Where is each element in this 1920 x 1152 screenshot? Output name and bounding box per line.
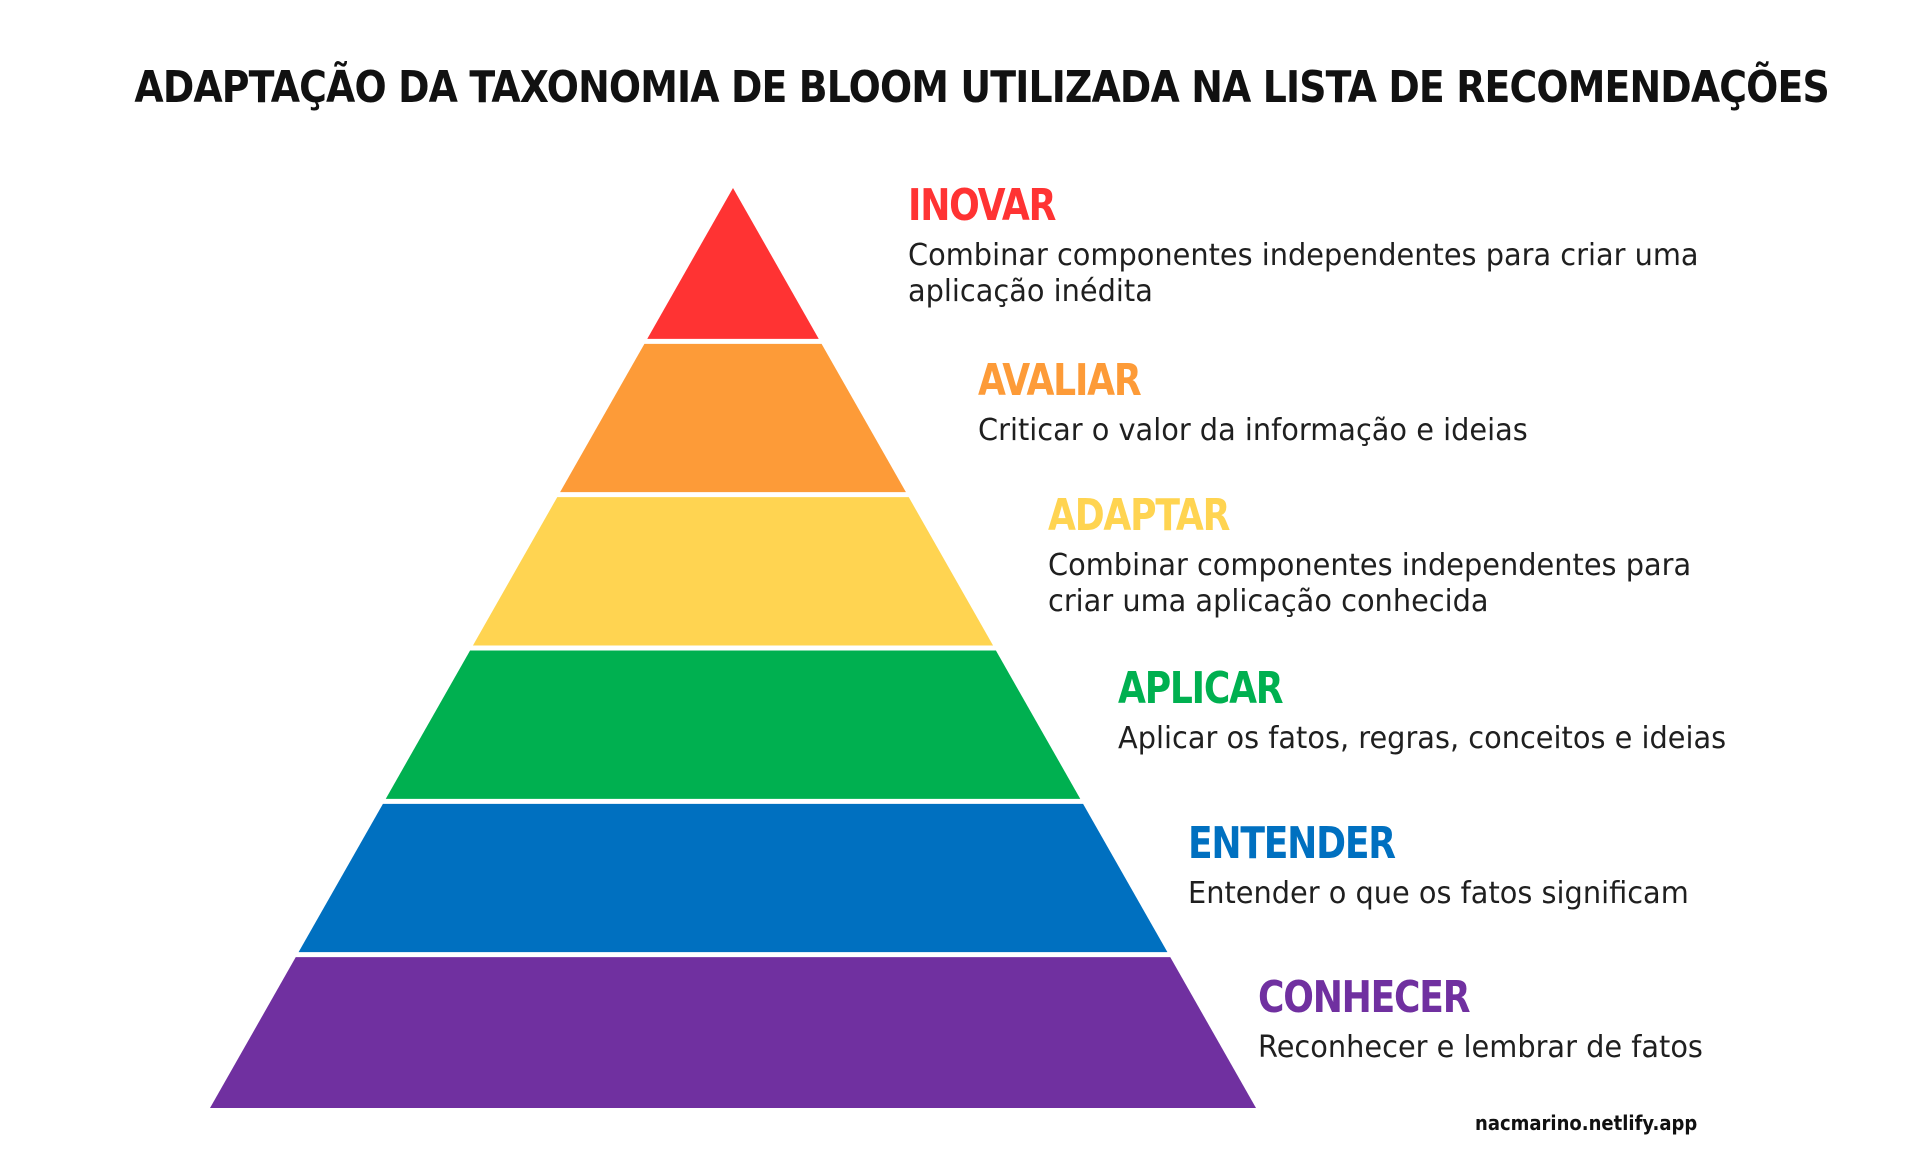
level-entender (1188, 818, 1710, 912)
pyramid-tier-avaliar (560, 344, 906, 492)
level-aplicar (1118, 663, 1751, 757)
level-name: AVALIAR (978, 355, 1141, 406)
level-description: Combinar componentes independentes para criar uma aplicação inédita (908, 238, 1699, 309)
level-description: Combinar componentes independentes para criar uma aplicação conhecida (1048, 548, 1692, 619)
level-inovar (908, 180, 1732, 310)
level-name: ENTENDER (1188, 818, 1395, 869)
level-name: ADAPTAR (1048, 490, 1230, 541)
pyramid-tier-conhecer (210, 957, 1256, 1108)
page-title: ADAPTAÇÃO DA TAXONOMIA DE BLOOM UTILIZADA NA LISTA DE RECOMENDAÇÕES (134, 62, 1829, 113)
pyramid-tier-entender (299, 804, 1168, 952)
level-name: CONHECER (1258, 972, 1470, 1023)
level-avaliar (978, 355, 1551, 449)
level-description: Reconhecer e lembrar de fatos (1258, 1030, 1703, 1065)
level-description: Entender o que os fatos significam (1188, 876, 1689, 911)
level-name: APLICAR (1118, 663, 1283, 714)
level-conhecer (1258, 972, 1721, 1066)
level-adaptar (1048, 490, 1718, 620)
pyramid-tier-adaptar (473, 497, 993, 645)
pyramid-tier-inovar (647, 188, 818, 339)
site-credit: nacmarino.netlify.app (1475, 1111, 1698, 1135)
level-name: INOVAR (908, 180, 1056, 231)
pyramid-tier-aplicar (386, 651, 1080, 799)
level-description: Aplicar os fatos, regras, conceitos e ideias (1118, 721, 1727, 756)
level-description: Criticar o valor da informação e ideias (978, 413, 1528, 448)
